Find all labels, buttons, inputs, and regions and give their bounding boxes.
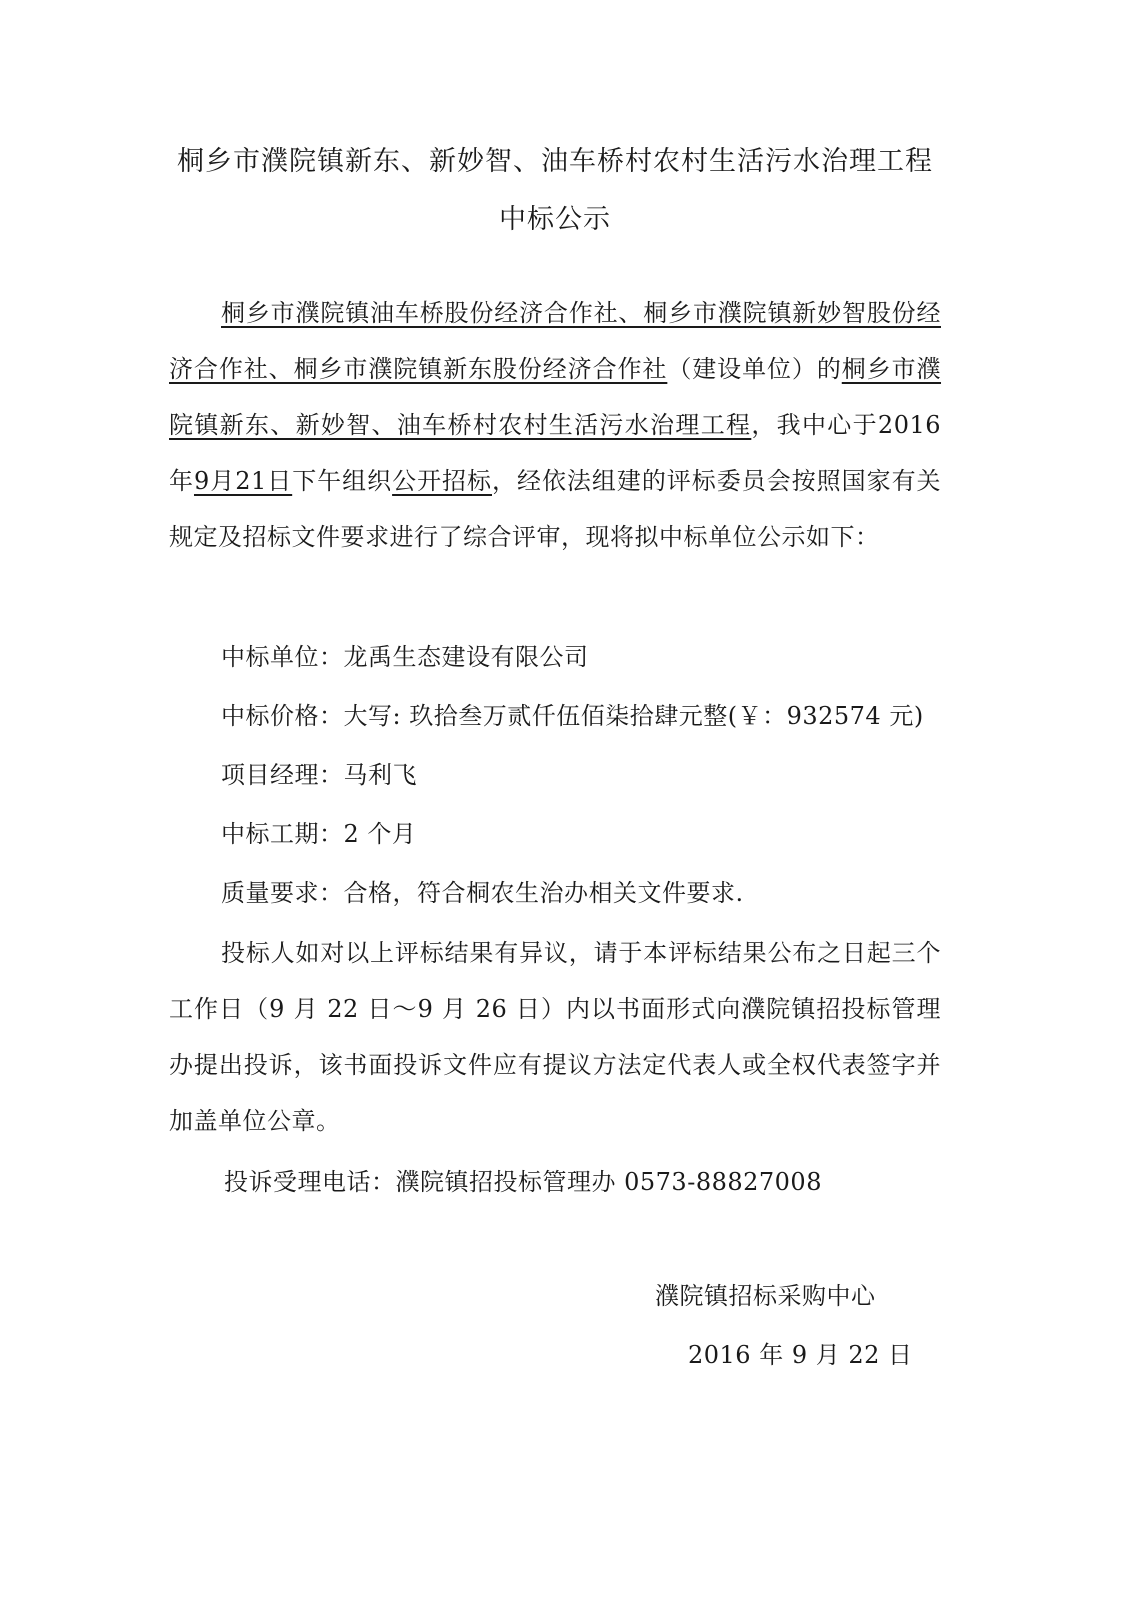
complaint-phone: 投诉受理电话：濮院镇招投标管理办 0573-88827008 <box>224 1168 822 1196</box>
signature-organization: 濮院镇招标采购中心 <box>655 1282 876 1310</box>
intro-paragraph <box>169 285 941 565</box>
document-title-line1: 桐乡市濮院镇新东、新妙智、油车桥村农村生活污水治理工程 <box>177 146 933 177</box>
builder-suffix: （建设单位）的 <box>667 355 842 383</box>
winning-price: 中标价格：大写: 玖拾叁万贰仟伍佰柒拾肆元整(￥：932574 元) <box>221 702 924 730</box>
construction-period: 中标工期：2 个月 <box>221 820 417 848</box>
project-manager: 项目经理：马利飞 <box>221 761 417 789</box>
intro-rest: ，经依法组建的评标委员会按照国家有关规定及招标文件要求进行了综合评审，现将拟中标单位公示如下： <box>169 467 942 551</box>
winning-unit: 中标单位：龙禹生态建设有限公司 <box>221 643 589 671</box>
bid-method: 公开招标 <box>392 467 492 495</box>
quality-requirement: 质量要求：合格，符合桐农生治办相关文件要求. <box>221 879 744 907</box>
signature-date: 2016 年 9 月 22 日 <box>688 1341 913 1369</box>
center-text: ，我中心于2016年 <box>169 411 941 495</box>
objection-paragraph: 投标人如对以上评标结果有异议，请于本评标结果公布之日起三个工作日（9 月 22 日～9 月 26 日）内以书面形式向濮院镇招投标管理办提出投诉，该书面投诉文件应有提议方法定代表人或全权代表签字并加盖单位公章。 <box>169 939 941 1135</box>
afternoon-text: 下午组织 <box>292 467 393 495</box>
project-name: 桐乡市濮院镇新东、新妙智、油车桥村农村生活污水治理工程 <box>169 355 942 439</box>
builder-units: 桐乡市濮院镇油车桥股份经济合作社、桐乡市濮院镇新妙智股份经济合作社、桐乡市濮院镇新东股份经济合作社 <box>169 299 941 383</box>
document-title-line2: 中标公示 <box>499 204 611 235</box>
bid-date: 9月21日 <box>193 467 293 495</box>
